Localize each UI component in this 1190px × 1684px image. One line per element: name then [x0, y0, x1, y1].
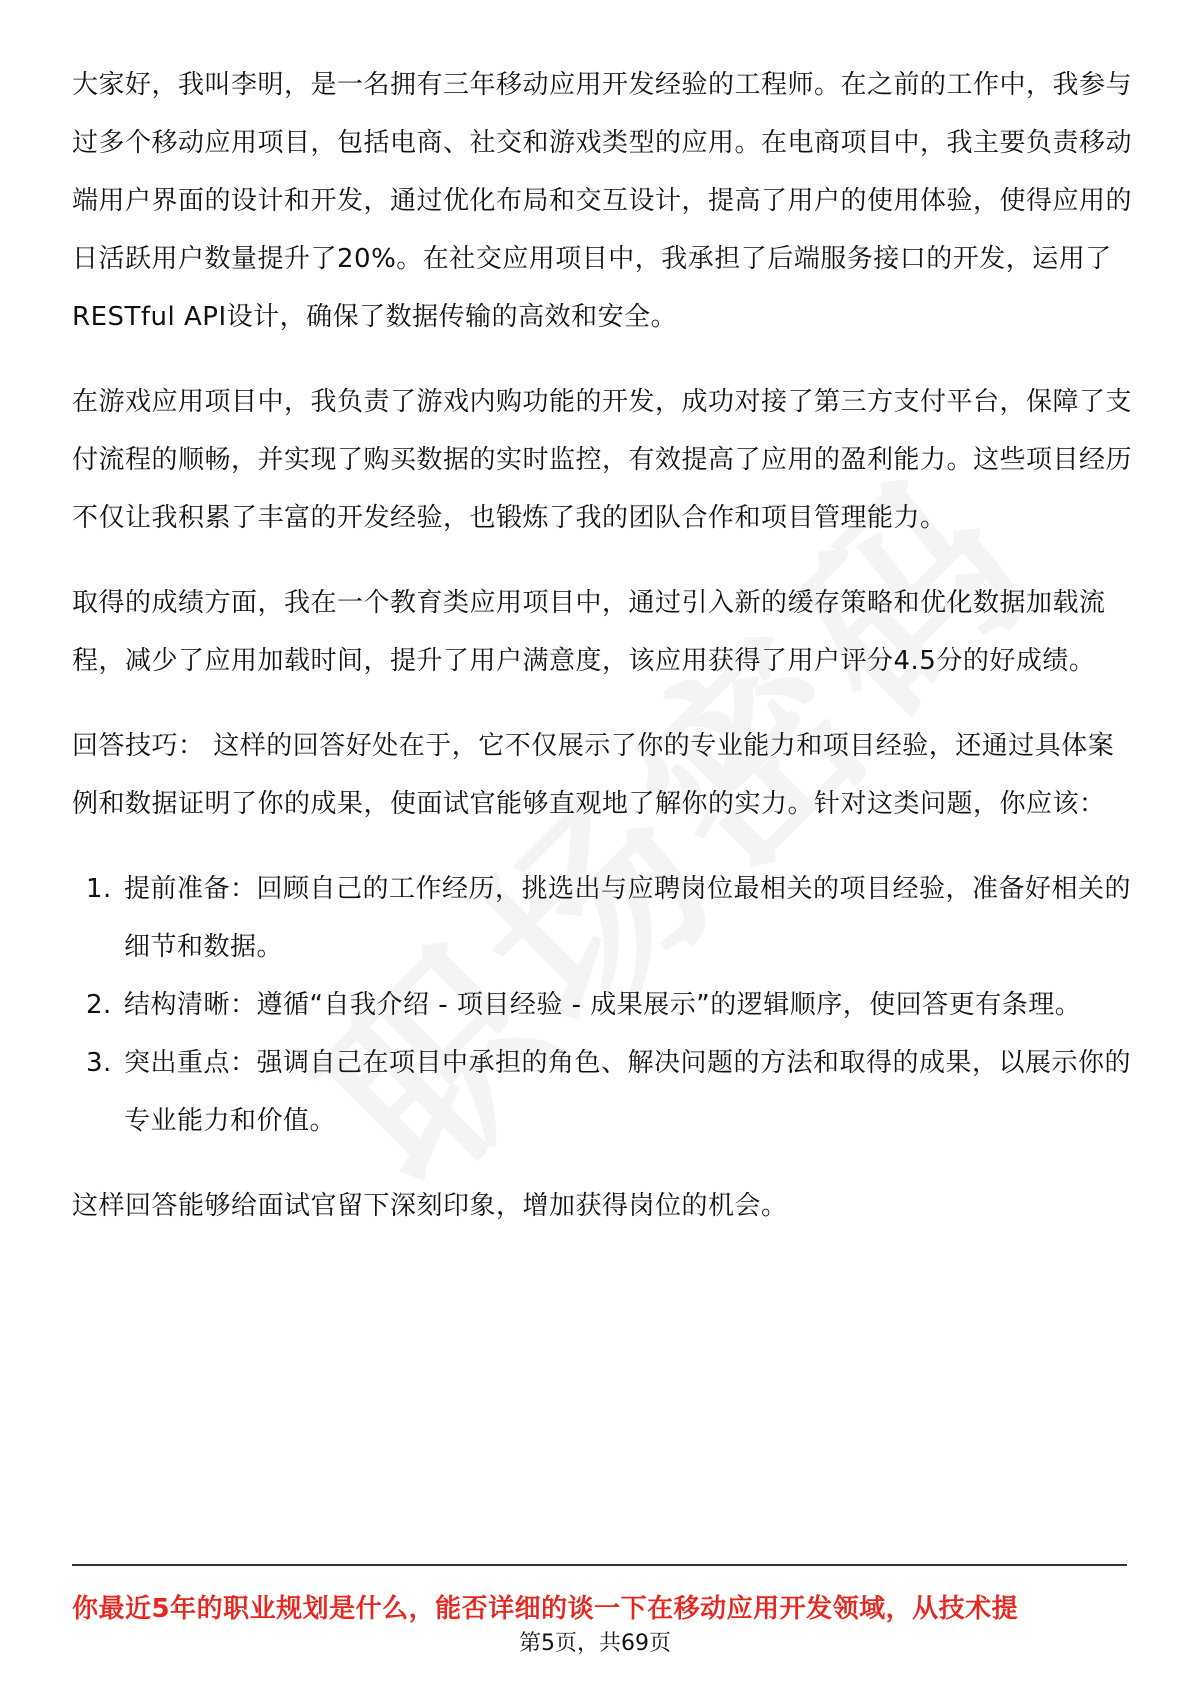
list-item — [72, 1034, 1132, 1150]
list-item-number: 1. — [86, 874, 112, 904]
list-item-number: 2. — [86, 990, 112, 1020]
paragraph-intro: 大家好，我叫李明，是一名拥有三年移动应用开发经验的工程师。在之前的工作中，我参与过多个移动应用项目，包括电商、社交和游戏类型的应用。在电商项目中，我主要负责移动端用户界面的设计和开发，通过优化布局和交互设计，提高了用户的使用体验，使得应用的日活跃用户数量提升了20%。在社交应用项目中，我承担了后端服务接口的开发，运用了RESTful API设计，确保了数据传输的高效和安全。 — [72, 70, 1133, 332]
list-item-number: 3. — [86, 1048, 112, 1078]
paragraph-answer-tips: 回答技巧： 这样的回答好处在于，它不仅展示了你的专业能力和项目经验，还通过具体案例和数据证明了你的成果，使面试官能够直观地了解你的实力。针对这类问题，你应该： — [72, 731, 1115, 819]
list-item-text: 结构清晰：遵循“自我介绍 - 项目经验 - 成果展示”的逻辑顺序，使回答更有条理。 — [124, 990, 1082, 1020]
document-body — [72, 56, 1132, 1262]
section-divider — [72, 1564, 1127, 1566]
list-item-text: 突出重点：强调自己在项目中承担的角色、解决问题的方法和取得的成果，以展示你的专业能力和价值。 — [124, 1048, 1132, 1136]
next-question-heading: 你最近5年的职业规划是什么，能否详细的谈一下在移动应用开发领域，从技术提 — [72, 1594, 1019, 1624]
list-item — [72, 860, 1132, 976]
page-number: 第5页，共69页 — [519, 1631, 671, 1656]
paragraph-closing: 这样回答能够给面试官留下深刻印象，增加获得岗位的机会。 — [72, 1191, 788, 1221]
list-item — [72, 976, 1132, 1034]
list-item-text: 提前准备：回顾自己的工作经历，挑选出与应聘岗位最相关的项目经验，准备好相关的细节和数据。 — [124, 874, 1132, 962]
paragraph-game-project: 在游戏应用项目中，我负责了游戏内购功能的开发，成功对接了第三方支付平台，保障了支付流程的顺畅，并实现了购买数据的实时监控，有效提高了应用的盈利能力。这些项目经历不仅让我积累了丰富的开发经验，也锻炼了我的团队合作和项目管理能力。 — [72, 387, 1133, 533]
paragraph-achievements: 取得的成绩方面，我在一个教育类应用项目中，通过引入新的缓存策略和优化数据加载流程，减少了应用加载时间，提升了用户满意度，该应用获得了用户评分4.5分的好成绩。 — [72, 588, 1106, 676]
tips-list — [72, 860, 1132, 1150]
